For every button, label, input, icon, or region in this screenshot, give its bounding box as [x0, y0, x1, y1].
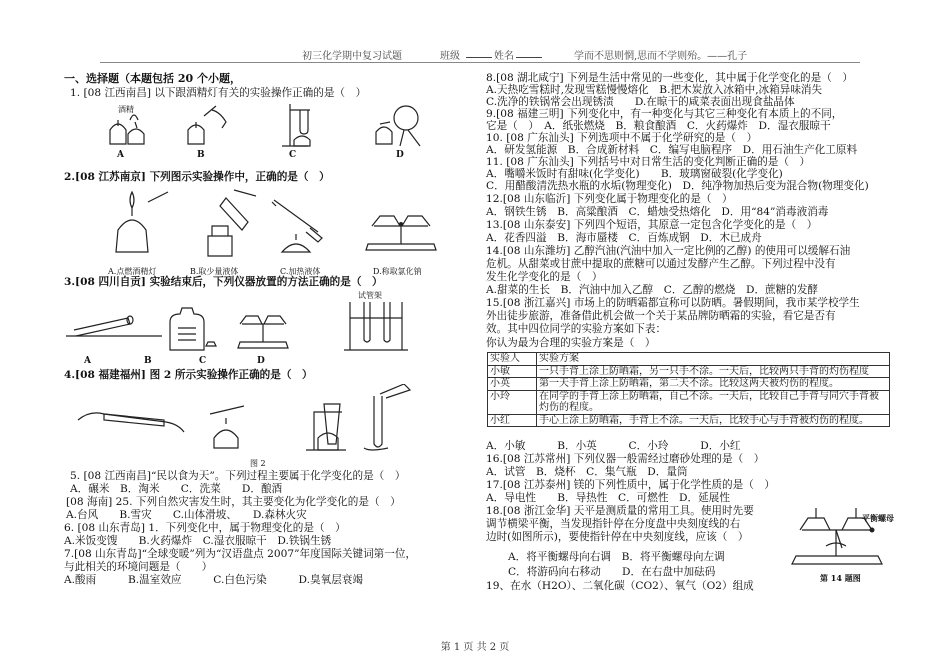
question-14-options: A.甜菜的生长 B．汽油中加入乙醇 C．乙醇的燃烧 D．蔗糖的发酵	[486, 284, 819, 296]
question-13: 13.[08 山东泰安] 下列四个短语，其原意一定包含化学变化的是（ ）	[486, 219, 818, 231]
q1-fig-b	[188, 106, 226, 144]
question-14-line-3: 发生化学变化的是（ ）	[486, 271, 603, 283]
experiment-table	[487, 352, 890, 427]
question-4: 4.[08 福建福州] 图 2 所示实验操作正确的是（ ）	[64, 369, 313, 381]
q3-fig-d	[344, 302, 408, 350]
table-cell-plan: 一只手背上涂上防晒霜，另一只手不涂。一天后，比较两只手背的灼伤程度	[537, 365, 890, 378]
table-cell-person: 小红	[488, 414, 537, 427]
q2-caption-d: D.称取氯化钠	[373, 267, 422, 276]
question-10: 10. [08 广东汕头] 下列选项中不属于化学研究的是（ ）	[486, 132, 758, 144]
question-16-options: A．试管 B．烧杯 C．集气瓶 D．量筒	[486, 466, 688, 478]
question-1: 1. [08 江西南昌] 以下跟酒精灯有关的实验操作正确的是（ ）	[70, 87, 367, 99]
table-cell-person: 小敏	[488, 365, 537, 378]
question-15-prompt: 你认为最为合理的实验方案是（ ）	[486, 337, 656, 349]
question-16: 16.[08 江苏常州] 下列仪器一般需经过磨砂处理的是（ ）	[486, 453, 765, 465]
exam-title: 初三化学期中复习试题	[302, 51, 402, 62]
name-label: 姓名	[494, 51, 514, 62]
question-18-line-1: 18.[08 浙江金华] 天平是测质量的常用工具。使用时先要	[486, 505, 754, 517]
q3-fig-caption: 试管架	[358, 291, 382, 300]
balance-nut-label: 平衡螺母	[862, 513, 894, 523]
q3-option-b: B	[144, 356, 152, 366]
question-14-line-2: 危机。从甜菜或甘蔗中提取的蔗糖可以通过发酵产生乙醇。下列过程中没有	[486, 258, 836, 270]
question-17-options: A．导电性 B．导热性 C．可燃性 D．延展性	[486, 492, 730, 504]
q4-fig-caption: 图 2	[250, 459, 266, 468]
q1-fig-caption: 酒精	[118, 105, 134, 114]
q3-figures	[66, 288, 446, 358]
question-5-options: A．碾米 B．淘米 C．洗菜 D．酿酒	[70, 483, 283, 495]
q3-fig-c	[238, 316, 288, 348]
question-6-options: A.米饭变馊 B.火药爆炸 C.湿衣服晾干 D.铁锅生锈	[64, 535, 332, 547]
question-14-line-1: 14.[08 山东潍坊] 乙醇汽油(汽油中加入一定比例的乙醇) 的使用可以缓解石油	[486, 245, 851, 257]
q4-fig-d	[364, 384, 410, 450]
q2-caption-c: C.加热液体	[280, 267, 321, 276]
header-rule	[100, 62, 860, 63]
question-9-line-1: 9.[08 福建三明] 下列变化中，有一种变化与其它三种变化有本质上的不同，	[486, 108, 843, 120]
question-18-options-ab: A．将平衡螺母向右调 B．将平衡螺母向左调	[508, 551, 725, 563]
table-cell-plan: 在同学的手背上涂上防晒霜，自己不涂。一天后，比较自己手背与同穴手背被灼伤的程度。	[537, 390, 890, 414]
question-10-options: A．研发氢能源 B．合成新材料 C．编写电脑程序 D．用石油生产化工原料	[486, 144, 858, 156]
table-cell-plan: 手心上涂上防晒霜，手背上不涂。一天后，比较手心与手背被灼伤的程度。	[537, 414, 890, 427]
table-row	[488, 365, 890, 378]
q1-option-a: A	[117, 150, 124, 160]
question-15-line-3: 效。其中四位同学的实验方案如下表：	[486, 323, 667, 335]
table-row	[488, 390, 890, 414]
q1-option-c: C	[289, 150, 297, 160]
q2-fig-c	[272, 200, 322, 252]
question-7-options: A.酸雨 B.温室效应 C.白色污染 D.臭氧层衰竭	[64, 574, 363, 586]
name-blank	[516, 57, 542, 58]
section-heading: 一、选择题（本题包括 20 个小题，	[64, 72, 241, 85]
q4-fig-a	[78, 413, 184, 432]
q4-fig-b	[210, 406, 244, 448]
page-footer: 第 1 页 共 2 页	[440, 642, 510, 653]
class-label: 班级	[440, 51, 460, 62]
question-8-options-ab: A.天热吃雪糕时,发现雪糕慢慢熔化 B.把木炭放入冰箱中,冰箱异味消失	[486, 84, 823, 96]
question-7-line-1: 7.[08 山东青岛]“全球变暖”列为“汉语盘点 2007”年度国际关键词第一位，	[64, 548, 417, 560]
table-cell-plan: 第一天手背上涂上防晒霜，第二天不涂。比较这两天被灼伤的程度。	[537, 378, 890, 391]
question-15-line-1: 15.[08 浙江嘉兴] 市场上的防晒霜都宣称可以防晒。暑假期间，我市某学校学生	[486, 297, 860, 309]
motto: 学而不思则惘,思而不学则殆。——孔子	[574, 51, 748, 62]
question-15-options: A．小敏 B．小英 C．小玲 D．小红	[486, 440, 741, 452]
q2-figures	[96, 186, 446, 262]
q1-option-d: D	[396, 150, 404, 160]
question-5b: [08 海南] 25. 下列自然灾害发生时，其主要变化为化学变化的是（ ）	[66, 496, 401, 508]
question-8: 8.[08 湖北咸宁] 下列是生活中常见的一些变化，其中属于化学变化的是（ ）	[486, 72, 853, 84]
q1-fig-a	[110, 115, 144, 144]
q3-option-c: C	[199, 356, 207, 366]
question-5: 5. [08 江西南昌]“民以食为天”。下列过程主要属于化学变化的是（ ）	[70, 470, 406, 482]
q1-fig-c	[282, 104, 310, 146]
question-6: 6. [08 山东青岛] 1．下列变化中，属于物理变化的是（ ）	[64, 522, 346, 534]
question-18-line-3: 边时(如图所示)，要使指针停在中央刻度线，应该（ ）	[486, 531, 749, 543]
balance-fig-caption: 第 14 题图	[820, 573, 861, 583]
q4-figures	[74, 384, 434, 456]
table-row	[488, 378, 890, 391]
q2-fig-a	[116, 192, 168, 252]
question-3: 3.[08 四川自贡] 实验结束后，下列仪器放置的方法正确的是（ ）	[64, 276, 383, 288]
table-header-plan: 实验方案	[537, 353, 890, 366]
question-12: 12.[08 山东临沂] 下列变化属于物理变化的是（ ）	[486, 193, 733, 205]
question-11-options-ab: A．嘴嚼米饭时有甜味(化学变化) B．玻璃窗破裂(化学变化)	[486, 168, 783, 180]
q2-caption-b: B.取少量液体	[190, 267, 239, 276]
question-17: 17.[08 江苏泰州] 镁的下列性质中，属于化学性质的是（ ）	[486, 479, 775, 491]
q3-fig-a	[66, 316, 162, 336]
question-18-line-2: 调节横梁平衡，当发现指针停在分度盘中央刻度线的右	[486, 518, 741, 530]
q2-fig-d	[366, 216, 436, 250]
question-11: 11. [08 广东汕头] 下列括号中对日常生活的变化判断正确的是（ ）	[486, 156, 811, 168]
question-7-line-2: 与此相关的环境问题是（ ）	[64, 561, 213, 573]
question-8-options-cd: C.洗净的铁锅常会出现锈渍 D.在晾干的咸菜表面出现食盐晶体	[486, 96, 795, 108]
question-9-line-2: 它是（ ） A．纸张燃烧 B．粮食酿酒 C．火药爆炸 D．湿衣服晾干	[486, 120, 831, 132]
table-cell-person: 小英	[488, 378, 537, 391]
question-5b-options: A.台风 B.雪灾 C.山体滑坡、 D.森林火灾	[66, 509, 307, 521]
q1-figures	[104, 100, 434, 152]
table-row	[488, 414, 890, 427]
q2-fig-b	[208, 190, 256, 256]
question-12-options: A．钢铁生锈 B．高粱酿酒 C．蜡烛受热熔化 D．用“84”消毒液消毒	[486, 206, 829, 218]
q1-option-b: B	[197, 150, 205, 160]
question-13-options: A．花香四溢 B．海市蜃楼 C．百炼成钢 D．木已成舟	[486, 232, 762, 244]
table-header-person: 实验人	[488, 353, 537, 366]
balance-figure	[786, 500, 890, 572]
q3-option-d: D	[257, 356, 265, 366]
q2-caption-a: A.点燃酒精灯	[108, 267, 157, 276]
q1-fig-d	[376, 106, 420, 146]
question-11-options-cd: C．用醋酸清洗热水瓶的水垢(物理变化) D．纯净物加热后变为混合物(物理变化)	[486, 180, 869, 192]
question-18-options-cd: C．将游码向右移动 D．在右盘中加砝码	[508, 566, 716, 578]
table-cell-person: 小玲	[488, 390, 537, 414]
q4-fig-c	[306, 404, 346, 450]
table-header-row	[488, 353, 890, 366]
q3-option-a: A	[84, 356, 91, 366]
class-blank	[466, 57, 492, 58]
q3-fig-b	[170, 308, 216, 350]
question-15-line-2: 外出徒步旅游，准备借此机会做一个关于某品牌防晒霜的实验，看它是否有	[486, 310, 836, 322]
question-19: 19、在水（H2O）、二氧化碳（CO2）、氧气（O2）组成	[486, 580, 754, 592]
question-2: 2.[08 江苏南京] 下列图示实验操作中，正确的是（ ）	[64, 171, 330, 183]
